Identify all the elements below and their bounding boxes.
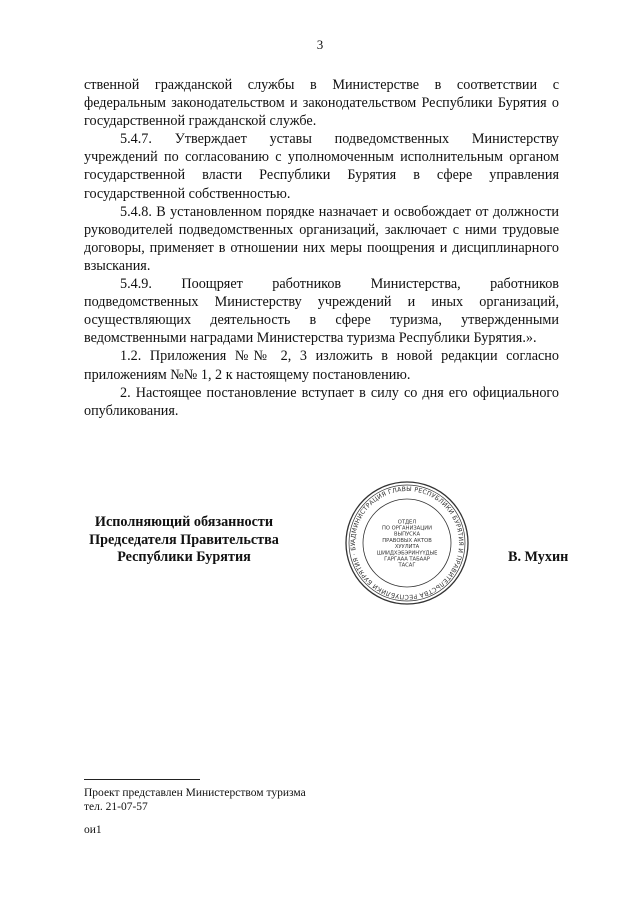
seal-center-text: [377, 519, 438, 568]
seal-center-line: ОТДЕЛ: [397, 519, 417, 526]
paragraph-5-4-9: 5.4.9. Поощряет работников Министерства, работников подведомственных Министерству учреждений и иных организаций, осуществляющих деятельность в сфере туризма, утвержденными ведомственными наградами Министерства туризма Республики Бурятия.».: [84, 276, 559, 347]
paragraph-5-4-8: 5.4.8. В установленном порядке назначает и освобождает от должности руководителей подведомственных организаций, заключает с ними трудовые договоры, применяет в отношении них меры поощрения и дисциплинарного взыскания.: [84, 203, 559, 274]
signature-title-line-3: Республики Бурятия: [117, 549, 251, 565]
footnote-project-line: Проект представлен Министерством туризма: [84, 787, 306, 799]
paragraph-1-2: 1.2. Приложения №№ 2, 3 изложить в новой редакции согласно приложениям №№ 1, 2 к настоящему постановлению.: [84, 348, 559, 383]
footnote-divider: [84, 779, 200, 780]
signature-title: [84, 514, 284, 567]
signature-title-line-2: Председателя Правительства: [89, 531, 279, 548]
seal-center-line: ВЫПУСКА: [393, 531, 421, 538]
body-text: [84, 76, 559, 420]
footnote: [84, 786, 306, 814]
seal-center-line: ШИИДХЭБЭРИНҮҮДЫЕ: [376, 550, 438, 557]
document-code: ои1: [84, 824, 102, 836]
paragraph-5-4-7: 5.4.7. Утверждает уставы подведомственных Министерству учреждений по согласованию с уполномоченным исполнительным органом государственной власти Республики Бурятия в сфере управления государственной собственностью.: [84, 131, 559, 202]
seal-center-line: ХУУЛИТА: [394, 544, 420, 551]
page-number: 3: [316, 37, 324, 52]
seal-center-line: ТАСАГ: [398, 562, 416, 569]
official-seal: [344, 480, 470, 606]
footnote-phone-line: тел. 21-07-57: [84, 801, 148, 813]
paragraph-2: 2. Настоящее постановление вступает в силу со дня его официального опубликования.: [84, 384, 559, 419]
seal-center-line: ПРАВОВЫХ АКТОВ: [382, 537, 432, 544]
paragraph-continuation: ственной гражданской службы в Министерстве в соответствии с федеральным законодательством и законодательством Республики Бурятия о государственной гражданской службе.: [84, 77, 559, 130]
seal-ring-text: АДМИНИСТРАЦИЯ ГЛАВЫ РЕСПУБЛИКИ БУРЯТИЯ И ПРАВИТЕЛЬСТВА РЕСПУБЛИКИ БУРЯТИЯ · БУ: [349, 485, 465, 601]
signer-name: В. Мухин: [508, 549, 569, 565]
seal-center-line: ПО ОРГАНИЗАЦИИ: [381, 525, 433, 532]
signature-title-line-1: Исполняющий обязанности: [94, 514, 274, 530]
seal-center-line: ГАРГААА ТАБААР: [384, 556, 430, 563]
seal-graphic: [344, 480, 470, 606]
